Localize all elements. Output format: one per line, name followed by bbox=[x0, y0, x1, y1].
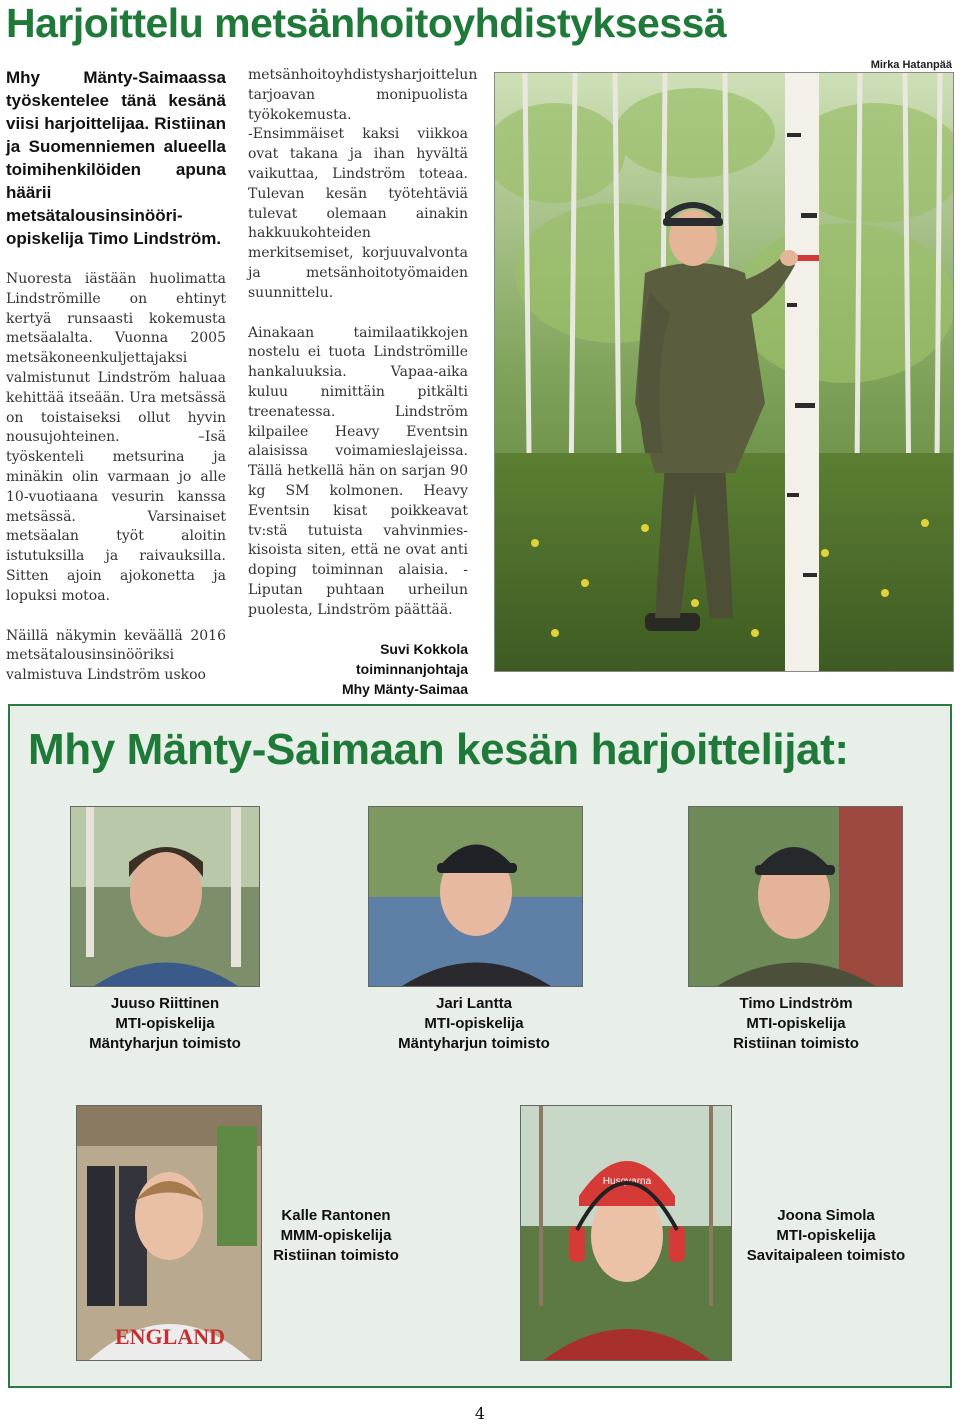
page-number: 4 bbox=[474, 1404, 486, 1423]
signature-title: toiminnanjohtaja bbox=[356, 660, 468, 677]
photo-credit: Mirka Hatanpää bbox=[870, 59, 952, 71]
trainee-photo-joona bbox=[520, 1105, 732, 1361]
trainee-name: Jari Lantta bbox=[436, 995, 512, 1012]
trainee-name: Juuso Riittinen bbox=[110, 995, 220, 1012]
trainee-caption bbox=[706, 1206, 946, 1266]
trainee-role: MTI-opiskelija bbox=[115, 1015, 215, 1032]
trainee-office: Mäntyharjun toimisto bbox=[89, 1035, 241, 1052]
article-paragraph: Ainakaan taimilaatikkojen nostelu ei tuota Lindströmille hankaluuksia. Vapaa-aika kuluu nimittäin pitkälti treenatessa. Lindström kilpailee Heavy Eventsin alaisissa voimamieslajeissa. Tällä hetkellä hän on sarjan 90 kg SM kolmonen. Heavy Eventsin kisat poikkeavat tv:stä tutuista vahvinmies-kisoista siten, että ne ovat anti doping toiminnan alaisia. -Liputan puhtaan urheilun puolesta, Lindström päättää. bbox=[248, 324, 468, 618]
trainee-office: Savitaipaleen toimisto bbox=[746, 1247, 906, 1264]
trainee-caption bbox=[354, 994, 594, 1054]
trainee-name: Timo Lindström bbox=[739, 995, 853, 1012]
trainee-role: MTI-opiskelija bbox=[424, 1015, 524, 1032]
helmet-text: Husqvarna bbox=[602, 1176, 652, 1187]
article-lead: Mhy Mänty-Saimaassa työskentelee tänä kesänä viisi harjoittelijaa. Ristiinan ja Suomenniemen alueella toimihenkilöiden apuna häärii metsätalousinsinööri-opiskelija Timo Lindström. bbox=[6, 68, 226, 248]
trainee-office: Ristiinan toimisto bbox=[273, 1247, 399, 1264]
signature-name: Suvi Kokkola bbox=[380, 640, 468, 657]
forest-photo-illustration bbox=[495, 73, 954, 672]
trainee-name: Joona Simola bbox=[777, 1207, 875, 1224]
article-paragraph: -Ensimmäiset kaksi viikkoa ovat takana ja ihan hyvältä vaikuttaa, Lindström toteaa. Tulevan kesän työtehtäviä tulevat olemaan ainakin hakkuukohteiden merkitsemiset, korjuuvalvonta ja metsänhoitotyömaiden suunnittelu. bbox=[248, 126, 468, 301]
main-photo-forest bbox=[494, 72, 954, 672]
trainee-office: Ristiinan toimisto bbox=[733, 1035, 859, 1052]
trainee-role: MTI-opiskelija bbox=[776, 1227, 876, 1244]
trainee-photo-timo bbox=[688, 806, 903, 987]
trainee-caption bbox=[216, 1206, 456, 1266]
trainee-caption bbox=[45, 994, 285, 1054]
article-paragraph: metsänhoitoyhdistysharjoittelun tarjoavan monipuolista työkokemusta. bbox=[248, 67, 478, 123]
page-headline: Harjoittelu metsänhoitoyhdistyksessä bbox=[6, 0, 727, 46]
trainee-office: Mäntyharjun toimisto bbox=[398, 1035, 550, 1052]
trainee-photo-jari bbox=[368, 806, 583, 987]
article-signature bbox=[248, 639, 468, 699]
trainees-box-title: Mhy Mänty-Saimaan kesän harjoittelijat: bbox=[28, 725, 849, 774]
signature-org: Mhy Mänty-Saimaa bbox=[341, 680, 468, 697]
article-paragraph: Näillä näkymin keväällä 2016 metsätalousinsinööriksi valmistuva Lindström uskoo bbox=[6, 627, 226, 684]
article-column-middle bbox=[248, 66, 478, 699]
trainee-photo-juuso bbox=[70, 806, 260, 987]
article-paragraph: Nuoresta iästään huolimatta Lindströmille on ehtinyt kertyä runsaasti kokemusta metsäalalta. Vuonna 2005 metsäkoneenkuljettajaksi valmistunut Lindström haluaa kehittää itseään. Ura metsässä on toistaiseksi ollut hyvin nousujohteinen. –Isä työskenteli metsurina ja minäkin olin varmaan jo alle 10-vuotiaana vesurin kanssa metsässä. Varsinaiset metsäalan työt aloitin istutuksilla ja raivauksilla. Sitten ajoin ajokonetta ja lopuksi motoa. bbox=[6, 271, 226, 604]
trainee-role: MTI-opiskelija bbox=[746, 1015, 846, 1032]
shirt-text: ENGLAND bbox=[114, 1324, 226, 1349]
trainee-role: MMM-opiskelija bbox=[280, 1227, 392, 1244]
article-column-left bbox=[6, 66, 226, 686]
trainee-name: Kalle Rantonen bbox=[281, 1207, 391, 1224]
trainee-caption bbox=[676, 994, 916, 1054]
